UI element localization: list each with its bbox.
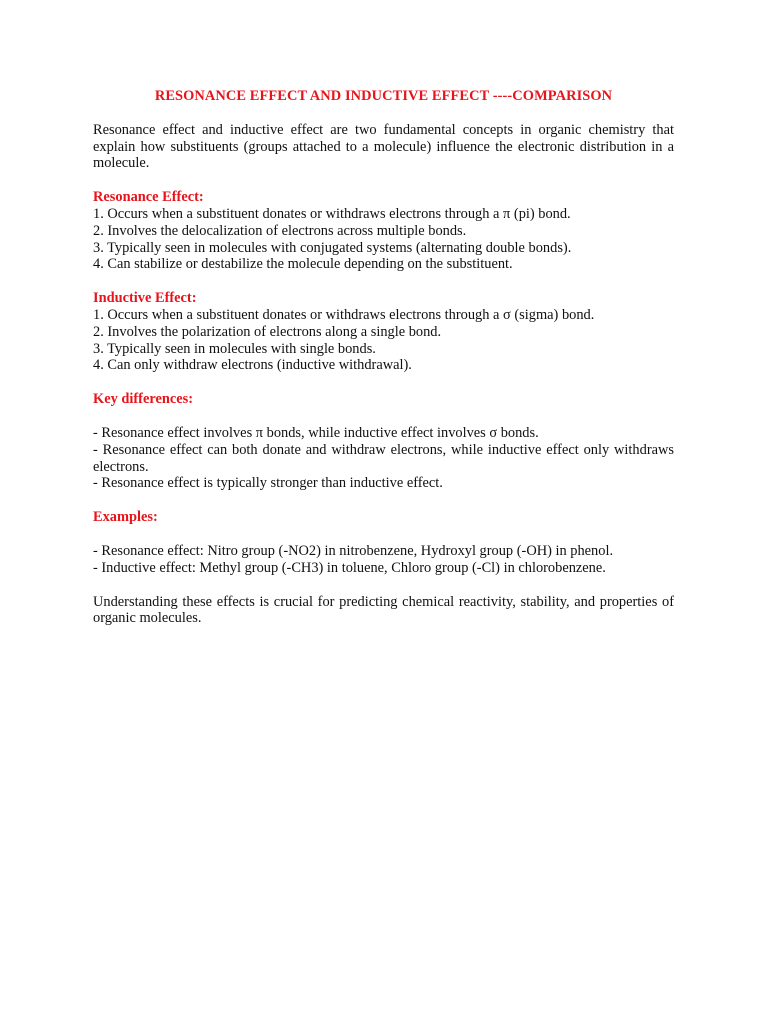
list-item: 4. Can only withdraw electrons (inductive withdrawal).	[93, 357, 412, 374]
resonance-heading: Resonance Effect:	[93, 189, 204, 206]
page-title: RESONANCE EFFECT AND INDUCTIVE EFFECT ----COMPARISON	[154, 88, 613, 104]
list-item: 4. Can stabilize or destabilize the molecule depending on the substituent.	[93, 256, 513, 273]
list-item: 1. Occurs when a substituent donates or withdraws electrons through a σ (sigma) bond.	[93, 306, 595, 323]
list-item: 2. Involves the polarization of electrons along a single bond.	[93, 323, 442, 340]
list-item: - Inductive effect: Methyl group (-CH3) in toluene, Chloro group (-Cl) in chlorobenzene.	[93, 559, 606, 576]
examples-section	[93, 509, 674, 576]
intro-paragraph: Resonance effect and inductive effect are two fundamental concepts in organic chemistry that explain how substituents (groups attached to a molecule) influence the electronic distribution in a molecule.	[93, 121, 674, 172]
resonance-section	[93, 189, 674, 273]
spacer	[93, 408, 674, 425]
list-item: 3. Typically seen in molecules with conjugated systems (alternating double bonds).	[93, 239, 572, 256]
differences-section	[93, 391, 674, 492]
list-item: - Resonance effect can both donate and withdraw electrons, while inductive effect only withdraws electrons.	[93, 441, 674, 475]
list-item: 2. Involves the delocalization of electrons across multiple bonds.	[93, 222, 467, 239]
list-item: - Resonance effect: Nitro group (-NO2) in nitrobenzene, Hydroxyl group (-OH) in phenol.	[93, 542, 614, 559]
inductive-heading: Inductive Effect:	[93, 290, 197, 307]
conclusion-paragraph: Understanding these effects is crucial for predicting chemical reactivity, stability, and properties of organic molecules.	[93, 593, 674, 627]
list-item: 1. Occurs when a substituent donates or withdraws electrons through a π (pi) bond.	[93, 205, 571, 222]
list-item: 3. Typically seen in molecules with single bonds.	[93, 340, 376, 357]
examples-heading: Examples:	[93, 509, 158, 526]
spacer	[93, 526, 674, 543]
list-item: - Resonance effect is typically stronger than inductive effect.	[93, 475, 443, 492]
list-item: - Resonance effect involves π bonds, while inductive effect involves σ bonds.	[93, 424, 539, 441]
differences-heading: Key differences:	[93, 391, 194, 408]
inductive-section	[93, 290, 674, 374]
